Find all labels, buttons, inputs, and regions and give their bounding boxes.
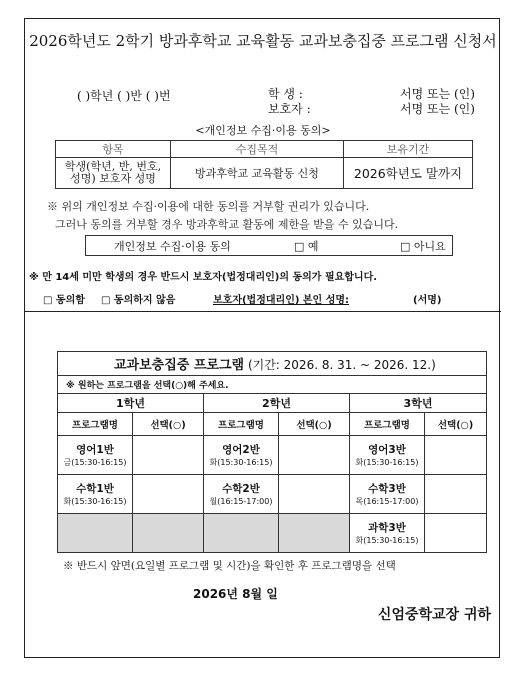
section-divider bbox=[25, 311, 501, 312]
empty-cell bbox=[279, 514, 350, 553]
consent-note-2: 그러나 동의를 거부할 경우 방과후학교 활동에 제한을 받을 수 있습니다. bbox=[55, 218, 399, 231]
program-title: 교과보충집중 프로그램 bbox=[114, 358, 245, 373]
program-cell bbox=[350, 436, 425, 475]
program-time: 화(15:30-16:15) bbox=[63, 497, 127, 506]
program-name: 수학3반 bbox=[368, 483, 406, 495]
form-frame bbox=[24, 18, 500, 658]
col-program-name: 프로그램명 bbox=[350, 413, 425, 436]
guardian-sign-suffix: (서명) bbox=[413, 295, 442, 306]
program-cell bbox=[204, 475, 279, 514]
consent-agree-label: 개인정보 수집·이용 동의 bbox=[114, 240, 231, 253]
col-select: 선택(○) bbox=[279, 413, 350, 436]
guardian-agree-checkbox[interactable]: □ 동의함 bbox=[43, 295, 85, 306]
guardian-sign-label: 보호자(법정대리인) 본인 성명: bbox=[213, 295, 350, 306]
consent-item: 학생(학년, 반, 번호, 성명) 보호자 성명 bbox=[56, 158, 171, 189]
program-cell bbox=[350, 475, 425, 514]
consent-agree-box bbox=[85, 235, 453, 256]
consent-note-1: ※ 위의 개인정보 수집·이용에 대한 동의를 거부할 권리가 있습니다. bbox=[47, 200, 370, 213]
select-cell[interactable] bbox=[133, 436, 204, 475]
program-cell bbox=[204, 436, 279, 475]
guardian-disagree-checkbox[interactable]: □ 동의하지 않음 bbox=[101, 295, 176, 306]
program-name: 과학3반 bbox=[368, 522, 406, 534]
empty-cell bbox=[58, 514, 133, 553]
guardian-sign-line bbox=[213, 291, 457, 306]
select-cell[interactable] bbox=[425, 436, 487, 475]
program-name: 영어2반 bbox=[222, 444, 260, 456]
select-cell[interactable] bbox=[425, 514, 487, 553]
guardian-label: 보호자 : bbox=[268, 102, 311, 116]
program-cell bbox=[58, 436, 133, 475]
empty-cell bbox=[204, 514, 279, 553]
student-label: 학 생 : bbox=[268, 87, 303, 101]
consent-no-checkbox[interactable]: □ 아니요 bbox=[400, 240, 446, 253]
program-cell bbox=[350, 514, 425, 553]
grade-3-header: 3학년 bbox=[350, 394, 487, 413]
program-table-wrap bbox=[57, 351, 487, 573]
program-name: 수학2반 bbox=[222, 483, 260, 495]
program-time: 목(16:15-17:00) bbox=[355, 497, 419, 506]
consent-heading: <개인정보 수집·이용 동의> bbox=[195, 124, 331, 137]
consent-period: 2026학년도 말까지 bbox=[344, 158, 473, 189]
program-period: (기간: 2026. 8. 31. ~ 2026. 12.) bbox=[247, 358, 436, 372]
form-title: 2026학년도 2학기 방과후학교 교육활동 교과보충집중 프로그램 신청서 bbox=[29, 32, 497, 50]
select-cell[interactable] bbox=[133, 475, 204, 514]
program-instruction: ※ 원하는 프로그램을 선택(○)해 주세요. bbox=[58, 376, 487, 394]
program-cell bbox=[58, 475, 133, 514]
program-table bbox=[57, 351, 487, 553]
student-class-number: ( )학년 ( )반 ( )번 bbox=[77, 89, 171, 103]
student-signature: 서명 또는 (인) bbox=[400, 87, 475, 101]
consent-col-purpose: 수집목적 bbox=[171, 141, 344, 158]
select-cell[interactable] bbox=[279, 475, 350, 514]
empty-cell bbox=[133, 514, 204, 553]
program-time: 화(15:30-16:15) bbox=[355, 536, 419, 545]
program-time: 화(15:30-16:15) bbox=[355, 458, 419, 467]
school-addressee: 신엄중학교장 귀하 bbox=[377, 607, 491, 623]
program-title-cell bbox=[58, 352, 487, 376]
select-cell[interactable] bbox=[425, 475, 487, 514]
col-program-name: 프로그램명 bbox=[58, 413, 133, 436]
consent-col-period: 보유기간 bbox=[344, 141, 473, 158]
program-name: 영어3반 bbox=[368, 444, 406, 456]
guardian-signature: 서명 또는 (인) bbox=[400, 102, 475, 116]
guardian-notice: ※ 만 14세 미만 학생의 경우 반드시 보호자(법정대리인)의 동의가 필요합니다. bbox=[29, 272, 378, 283]
program-time: 금(15:30-16:15) bbox=[63, 458, 127, 467]
grade-2-header: 2학년 bbox=[204, 394, 350, 413]
program-time: 화(15:30-16:15) bbox=[209, 458, 273, 467]
grade-1-header: 1학년 bbox=[58, 394, 204, 413]
program-time: 월(16:15-17:00) bbox=[209, 497, 273, 506]
program-name: 영어1반 bbox=[76, 444, 114, 456]
program-footnote: ※ 반드시 앞면(요일별 프로그램 및 시간)을 확인한 후 프로그램명을 선택 bbox=[63, 560, 396, 572]
program-name: 수학1반 bbox=[76, 483, 114, 495]
col-program-name: 프로그램명 bbox=[204, 413, 279, 436]
consent-col-item: 항목 bbox=[56, 141, 171, 158]
col-select: 선택(○) bbox=[133, 413, 204, 436]
consent-purpose: 방과후학교 교육활동 신청 bbox=[171, 158, 344, 189]
consent-yes-checkbox[interactable]: □ 예 bbox=[294, 240, 319, 253]
consent-table bbox=[55, 140, 473, 189]
col-select: 선택(○) bbox=[425, 413, 487, 436]
form-date: 2026년 8월 일 bbox=[193, 587, 278, 601]
select-cell[interactable] bbox=[279, 436, 350, 475]
